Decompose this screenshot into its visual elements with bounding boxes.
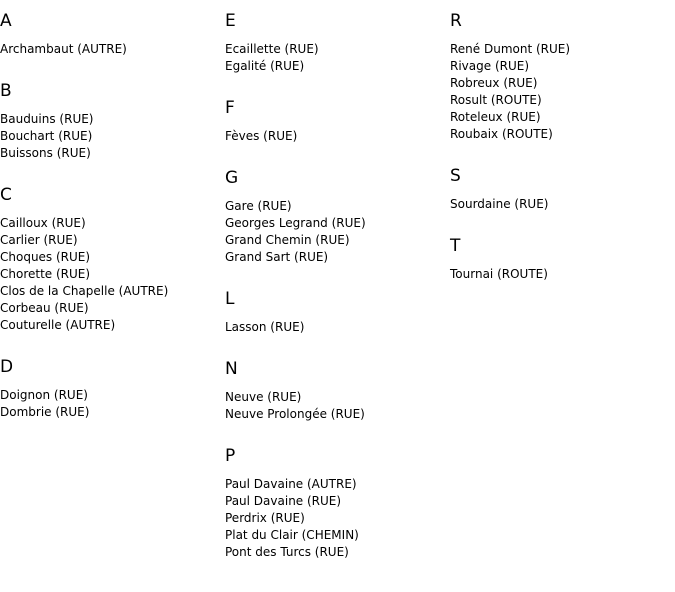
section-letter: C bbox=[0, 185, 12, 205]
section-d bbox=[0, 357, 222, 421]
section-f bbox=[225, 98, 447, 145]
section-b bbox=[0, 81, 222, 162]
street-item[interactable]: Bouchart (RUE) bbox=[0, 129, 93, 143]
street-item[interactable]: Paul Davaine (RUE) bbox=[225, 494, 342, 508]
street-list bbox=[225, 476, 447, 561]
street-item[interactable]: Grand Sart (RUE) bbox=[225, 250, 329, 264]
street-item[interactable]: Chorette (RUE) bbox=[0, 267, 91, 281]
section-letter: T bbox=[450, 236, 461, 256]
street-item[interactable]: Tournai (ROUTE) bbox=[450, 267, 548, 281]
street-list bbox=[0, 215, 222, 334]
street-item[interactable]: Perdrix (RUE) bbox=[225, 511, 305, 525]
section-r bbox=[450, 11, 672, 143]
street-item[interactable]: Dombrie (RUE) bbox=[0, 405, 90, 419]
street-column-2 bbox=[225, 0, 447, 561]
street-column-1 bbox=[0, 0, 222, 421]
street-item[interactable]: Ecaillette (RUE) bbox=[225, 42, 319, 56]
street-item[interactable]: Clos de la Chapelle (AUTRE) bbox=[0, 284, 169, 298]
section-l bbox=[225, 289, 447, 336]
street-item[interactable]: Robreux (RUE) bbox=[450, 76, 538, 90]
street-list bbox=[225, 128, 447, 145]
street-item[interactable]: Rosult (ROUTE) bbox=[450, 93, 542, 107]
section-letter: G bbox=[225, 168, 239, 188]
section-t bbox=[450, 236, 672, 283]
street-item[interactable]: Corbeau (RUE) bbox=[0, 301, 89, 315]
section-letter: R bbox=[450, 11, 462, 31]
street-column-3 bbox=[450, 0, 672, 283]
street-item[interactable]: Neuve (RUE) bbox=[225, 390, 302, 404]
section-a bbox=[0, 11, 222, 58]
street-item[interactable]: Couturelle (AUTRE) bbox=[0, 318, 116, 332]
street-item[interactable]: Bauduins (RUE) bbox=[0, 112, 94, 126]
street-list bbox=[0, 41, 222, 58]
section-letter: B bbox=[0, 81, 12, 101]
section-letter: F bbox=[225, 98, 235, 118]
street-item[interactable]: Archambaut (AUTRE) bbox=[0, 42, 127, 56]
section-letter: D bbox=[0, 357, 14, 377]
section-c bbox=[0, 185, 222, 334]
section-letter: A bbox=[0, 11, 12, 31]
street-list bbox=[450, 196, 672, 213]
street-item[interactable]: Choques (RUE) bbox=[0, 250, 91, 264]
street-list bbox=[450, 41, 672, 143]
section-letter: P bbox=[225, 446, 236, 466]
street-item[interactable]: René Dumont (RUE) bbox=[450, 42, 571, 56]
street-item[interactable]: Doignon (RUE) bbox=[0, 388, 88, 402]
section-g bbox=[225, 168, 447, 266]
street-item[interactable]: Gare (RUE) bbox=[225, 199, 292, 213]
street-item[interactable]: Fèves (RUE) bbox=[225, 129, 298, 143]
street-item[interactable]: Egalité (RUE) bbox=[225, 59, 305, 73]
street-item[interactable]: Paul Davaine (AUTRE) bbox=[225, 477, 357, 491]
street-item[interactable]: Neuve Prolongée (RUE) bbox=[225, 407, 365, 421]
section-letter: E bbox=[225, 11, 236, 31]
street-item[interactable]: Plat du Clair (CHEMIN) bbox=[225, 528, 359, 542]
section-s bbox=[450, 166, 672, 213]
street-list bbox=[225, 389, 447, 423]
street-item[interactable]: Roubaix (ROUTE) bbox=[450, 127, 553, 141]
street-list bbox=[0, 387, 222, 421]
street-item[interactable]: Pont des Turcs (RUE) bbox=[225, 545, 349, 559]
street-list bbox=[225, 319, 447, 336]
section-p bbox=[225, 446, 447, 561]
street-item[interactable]: Lasson (RUE) bbox=[225, 320, 305, 334]
street-item[interactable]: Buissons (RUE) bbox=[0, 146, 91, 160]
section-e bbox=[225, 11, 447, 75]
street-list bbox=[0, 111, 222, 162]
street-list bbox=[450, 266, 672, 283]
street-item[interactable]: Carlier (RUE) bbox=[0, 233, 78, 247]
street-item[interactable]: Grand Chemin (RUE) bbox=[225, 233, 350, 247]
street-item[interactable]: Sourdaine (RUE) bbox=[450, 197, 549, 211]
section-letter: N bbox=[225, 359, 238, 379]
street-item[interactable]: Rivage (RUE) bbox=[450, 59, 530, 73]
street-item[interactable]: Georges Legrand (RUE) bbox=[225, 216, 366, 230]
section-n bbox=[225, 359, 447, 423]
street-item[interactable]: Roteleux (RUE) bbox=[450, 110, 541, 124]
street-list bbox=[225, 41, 447, 75]
street-list bbox=[225, 198, 447, 266]
section-letter: L bbox=[225, 289, 235, 309]
section-letter: S bbox=[450, 166, 461, 186]
street-item[interactable]: Cailloux (RUE) bbox=[0, 216, 86, 230]
